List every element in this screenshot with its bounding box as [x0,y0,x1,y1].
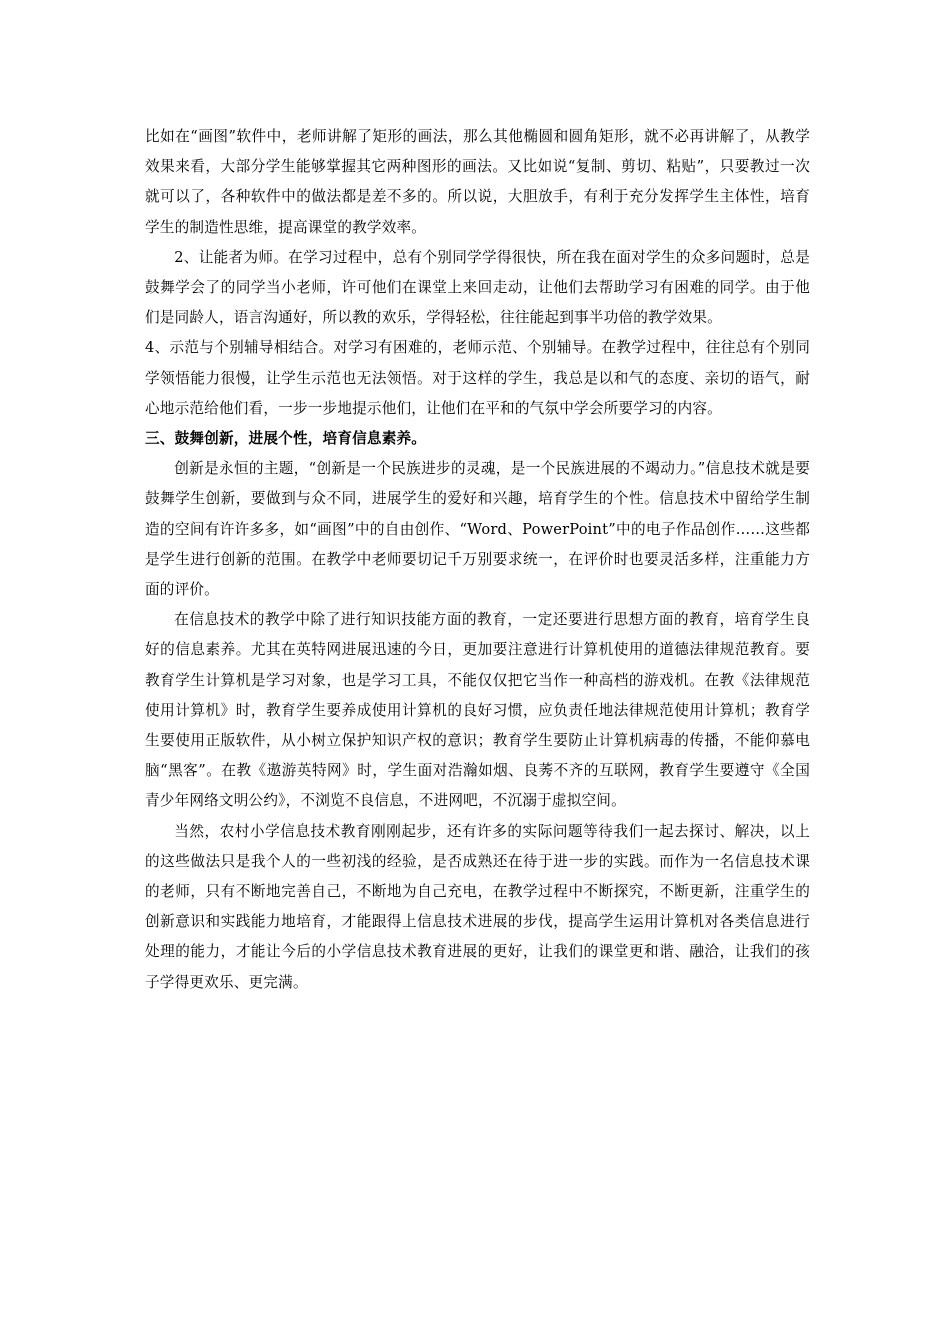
section-heading: 三、鼓舞创新，进展个性，培育信息素养。 [145,430,427,448]
body-paragraph-1: 比如在“画图”软件中，老师讲解了矩形的画法，那么其他椭圆和圆角矩形，就不必再讲解了，从教学效果来看，大部分学生能够掌握其它两种图形的画法。又比如说“复制、剪切、粘贴”，只要教过一次就可以了，各种软件中的做法都是差不多的。所以说，大胆放手，有利于充分发挥学生主体性，培育学生的制造性思维，提高课堂的教学效率。 [145,128,810,236]
body-paragraph-2: 2、让能者为师。在学习过程中，总有个别同学学得很快，所在我在面对学生的众多问题时，总是鼓舞学会了的同学当小老师，许可他们在课堂上来回走动，让他们去帮助学习有困难的同学。由于他们是同龄人，语言沟通好，所以教的欢乐，学得轻松，往往能起到事半功倍的教学效果。 [145,248,810,327]
document-page [145,122,810,998]
body-paragraph-3: 4、示范与个别辅导相结合。对学习有困难的，老师示范、个别辅导。在教学过程中，往往总有个别同学领悟能力很慢，让学生示范也无法领悟。对于这样的学生，我总是以和气的态度、亲切的语气，耐心地示范给他们看，一步一步地提示他们，让他们在平和的气氛中学会所要学习的内容。 [145,339,810,417]
body-paragraph-5: 在信息技术的教学中除了进行知识技能方面的教育，一定还要进行思想方面的教育，培育学生良好的信息素养。尤其在英特网进展迅速的今日，更加要注意进行计算机使用的道德法律规范教育。要教育学生计算机是学习对象，也是学习工具，不能仅仅把它当作一种高档的游戏机。在教《法律规范使用计算机》时，教育学生要养成使用计算机的良好习惯，应负责任地法律规范使用计算机；教育学生要使用正版软件，从小树立保护知识产权的意识；教育学生要防止计算机病毒的传播，不能仰慕电脑“黑客”。在教《遨游英特网》时，学生面对浩瀚如烟、良莠不齐的互联网，教育学生要遵守《全国青少年网络文明公约》，不浏览不良信息，不进网吧，不沉溺于虚拟空间。 [145,611,810,810]
body-paragraph-6: 当然，农村小学信息技术教育刚刚起步，还有许多的实际问题等待我们一起去探讨、解决，以上的这些做法只是我个人的一些初浅的经验，是否成熟还在待于进一步的实践。而作为一名信息技术课的老师，只有不断地完善自己，不断地为自己充电，在教学过程中不断探究，不断更新，注重学生的创新意识和实践能力地培育，才能跟得上信息技术进展的步伐，提高学生运用计算机对各类信息进行处理的能力，才能让今后的小学信息技术教育进展的更好，让我们的课堂更和谐、融洽，让我们的孩子学得更欢乐、更完满。 [145,822,810,991]
body-paragraph-4: 创新是永恒的主题，“创新是一个民族进步的灵魂，是一个民族进展的不竭动力。”信息技术就是要鼓舞学生创新，要做到与众不同，进展学生的爱好和兴趣，培育学生的个性。信息技术中留给学生制造的空间有许许多多，如“画图”中的自由创作、“Word、PowerPoint”中的电子作品创作……这些都是学生进行创新的范围。在教学中老师要切记千万别要求统一，在评价时也要灵活多样，注重能力方面的评价。 [145,460,810,599]
